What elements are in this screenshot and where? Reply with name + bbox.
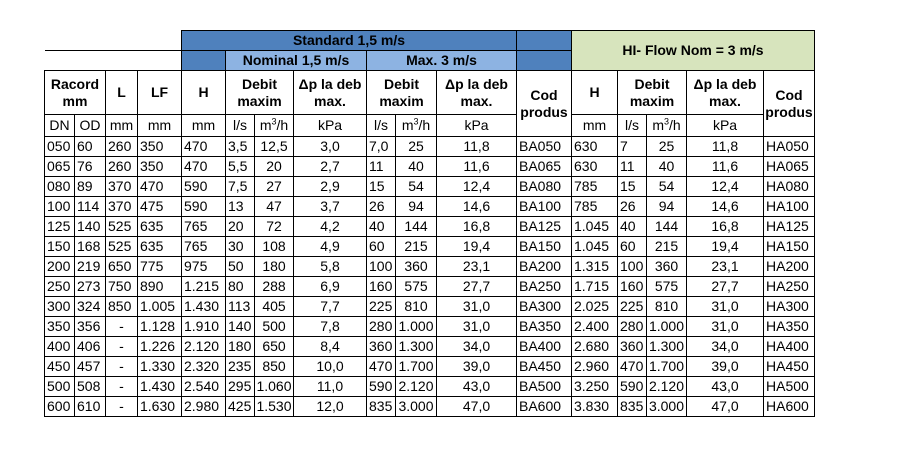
unit-m3h: $m^3/h$ — [255, 115, 294, 137]
cell-lf: 1.128 — [138, 317, 182, 337]
cell-hf-cod: HA600 — [764, 397, 815, 417]
cell-std-ls: 13 — [226, 197, 255, 217]
table-row — [45, 297, 815, 317]
cell-od: 219 — [75, 257, 106, 277]
cell-std-dp: 4,9 — [294, 237, 367, 257]
cell-hf-m3h: 25 — [647, 137, 687, 157]
cell-h: 470 — [182, 137, 226, 157]
cell-std-ls: 113 — [226, 297, 255, 317]
cell-max-dp: 11,6 — [437, 157, 517, 177]
cell-hf-dp: 47,0 — [687, 397, 764, 417]
cell-max-dp: 16,8 — [437, 217, 517, 237]
cell-dn: 080 — [45, 177, 75, 197]
cell-dn: 400 — [45, 337, 75, 357]
debit-maxim-header-max: Debit maxim — [367, 71, 437, 115]
cell-max-m3h: 54 — [396, 177, 437, 197]
cell-hf-cod: HA350 — [764, 317, 815, 337]
cell-lf: 890 — [138, 277, 182, 297]
cell-od: 457 — [75, 357, 106, 377]
cell-hf-h: 3.250 — [572, 377, 618, 397]
unit-m3h-max: $m^3/h$ — [396, 115, 437, 137]
cell-hf-dp: 11,6 — [687, 157, 764, 177]
cell-dn: 065 — [45, 157, 75, 177]
cell-od: 356 — [75, 317, 106, 337]
cell-l: 750 — [106, 277, 138, 297]
cell-od: 324 — [75, 297, 106, 317]
unit-dn: DN — [45, 115, 75, 137]
cell-hf-cod: HA500 — [764, 377, 815, 397]
debit-maxim-header-hiflow: Debit maxim — [618, 71, 687, 115]
cell-std-m3h: 288 — [255, 277, 294, 297]
cell-h: 470 — [182, 157, 226, 177]
cell-max-dp: 47,0 — [437, 397, 517, 417]
cell-max-dp: 39,0 — [437, 357, 517, 377]
cell-hf-ls: 835 — [618, 397, 647, 417]
cell-std-dp: 7,8 — [294, 317, 367, 337]
cell-max-ls: 11 — [367, 157, 396, 177]
cell-std-dp: 3,7 — [294, 197, 367, 217]
cell-hf-m3h: 1.700 — [647, 357, 687, 377]
table-row — [45, 317, 815, 337]
cell-l: 260 — [106, 157, 138, 177]
l-header: L — [106, 71, 138, 115]
cell-max-ls: 100 — [367, 257, 396, 277]
h-header: H — [182, 71, 226, 115]
header-row-units — [45, 115, 815, 137]
cell-std-dp: 11,0 — [294, 377, 367, 397]
cell-hf-m3h: 2.120 — [647, 377, 687, 397]
cell-std-dp: 12,0 — [294, 397, 367, 417]
cell-hf-ls: 160 — [618, 277, 647, 297]
cell-dn: 200 — [45, 257, 75, 277]
cell-max-dp: 14,6 — [437, 197, 517, 217]
cell-hf-cod: HA150 — [764, 237, 815, 257]
cell-lf: 470 — [138, 177, 182, 197]
cell-std-m3h: 12,5 — [255, 137, 294, 157]
cell-std-ls: 140 — [226, 317, 255, 337]
cell-hf-h: 2.025 — [572, 297, 618, 317]
cell-dn: 125 — [45, 217, 75, 237]
cell-max-dp: 23,1 — [437, 257, 517, 277]
cell-max-dp: 11,8 — [437, 137, 517, 157]
standard-header: Standard 1,5 m/s — [182, 31, 517, 51]
cell-max-m3h: 215 — [396, 237, 437, 257]
cell-std-ls: 5,5 — [226, 157, 255, 177]
cell-std-m3h: 108 — [255, 237, 294, 257]
table-row — [45, 277, 815, 297]
unit-lf: mm — [138, 115, 182, 137]
table-body — [45, 137, 815, 417]
cell-std-dp: 3,0 — [294, 137, 367, 157]
table-row — [45, 137, 815, 157]
cell-hf-dp: 27,7 — [687, 277, 764, 297]
cell-std-dp: 6,9 — [294, 277, 367, 297]
cell-max-ls: 15 — [367, 177, 396, 197]
cell-h: 2.320 — [182, 357, 226, 377]
cell-std-ls: 30 — [226, 237, 255, 257]
cell-hf-h: 785 — [572, 197, 618, 217]
cell-max-ls: 160 — [367, 277, 396, 297]
cell-std-ls: 7,5 — [226, 177, 255, 197]
cell-max-m3h: 144 — [396, 217, 437, 237]
dp-header: Δp la deb max. — [294, 71, 367, 115]
cell-std-cod: BA065 — [517, 157, 572, 177]
cell-lf: 350 — [138, 157, 182, 177]
cell-std-ls: 180 — [226, 337, 255, 357]
header-row-3 — [45, 71, 815, 115]
cell-h: 975 — [182, 257, 226, 277]
cell-h: 765 — [182, 217, 226, 237]
cell-std-cod: BA150 — [517, 237, 572, 257]
cell-std-ls: 20 — [226, 217, 255, 237]
cell-std-cod: BA050 — [517, 137, 572, 157]
cell-hf-dp: 16,8 — [687, 217, 764, 237]
cell-std-cod: BA350 — [517, 317, 572, 337]
cell-std-cod: BA200 — [517, 257, 572, 277]
dp-header-hiflow: Δp la deb max. — [687, 71, 764, 115]
cell-max-dp: 19,4 — [437, 237, 517, 257]
cell-std-m3h: 72 — [255, 217, 294, 237]
cell-std-cod: BA080 — [517, 177, 572, 197]
cell-lf: 1.330 — [138, 357, 182, 377]
cell-hf-m3h: 40 — [647, 157, 687, 177]
cell-hf-ls: 590 — [618, 377, 647, 397]
cell-max-ls: 590 — [367, 377, 396, 397]
cell-std-m3h: 27 — [255, 177, 294, 197]
cell-lf: 350 — [138, 137, 182, 157]
cell-od: 610 — [75, 397, 106, 417]
cell-h: 765 — [182, 237, 226, 257]
cell-max-dp: 43,0 — [437, 377, 517, 397]
cell-max-m3h: 1.000 — [396, 317, 437, 337]
cell-max-ls: 60 — [367, 237, 396, 257]
cell-std-m3h: 1.060 — [255, 377, 294, 397]
cell-std-cod: BA600 — [517, 397, 572, 417]
table-row — [45, 217, 815, 237]
header-row-1 — [45, 31, 815, 51]
dp-header-max: Δp la deb max. — [437, 71, 517, 115]
cell-h: 2.980 — [182, 397, 226, 417]
cell-max-dp: 31,0 — [437, 317, 517, 337]
cell-hf-ls: 225 — [618, 297, 647, 317]
cell-hf-ls: 470 — [618, 357, 647, 377]
cell-h: 1.215 — [182, 277, 226, 297]
cell-hf-h: 1.045 — [572, 217, 618, 237]
cell-std-cod: BA500 — [517, 377, 572, 397]
cell-hf-ls: 7 — [618, 137, 647, 157]
cell-od: 273 — [75, 277, 106, 297]
cell-std-m3h: 47 — [255, 197, 294, 217]
cell-lf: 1.630 — [138, 397, 182, 417]
cell-hf-cod: HA065 — [764, 157, 815, 177]
cell-l: 650 — [106, 257, 138, 277]
cell-std-cod: BA250 — [517, 277, 572, 297]
cell-od: 76 — [75, 157, 106, 177]
cell-max-m3h: 25 — [396, 137, 437, 157]
cell-l: 525 — [106, 237, 138, 257]
cell-l: 850 — [106, 297, 138, 317]
cell-std-ls: 80 — [226, 277, 255, 297]
cell-max-ls: 360 — [367, 337, 396, 357]
cell-lf: 635 — [138, 237, 182, 257]
table-row — [45, 157, 815, 177]
cell-std-ls: 295 — [226, 377, 255, 397]
cell-std-dp: 8,4 — [294, 337, 367, 357]
cell-std-dp: 7,7 — [294, 297, 367, 317]
cell-dn: 150 — [45, 237, 75, 257]
cell-std-m3h: 650 — [255, 337, 294, 357]
cell-std-m3h: 500 — [255, 317, 294, 337]
cell-hf-dp: 23,1 — [687, 257, 764, 277]
cell-od: 89 — [75, 177, 106, 197]
cell-lf: 475 — [138, 197, 182, 217]
table-row — [45, 357, 815, 377]
cell-dn: 450 — [45, 357, 75, 377]
cell-max-dp: 27,7 — [437, 277, 517, 297]
cell-max-m3h: 94 — [396, 197, 437, 217]
cell-l: 370 — [106, 197, 138, 217]
cell-hf-ls: 280 — [618, 317, 647, 337]
cell-h: 2.120 — [182, 337, 226, 357]
cell-std-cod: BA450 — [517, 357, 572, 377]
cell-std-dp: 2,9 — [294, 177, 367, 197]
cell-hf-h: 1.045 — [572, 237, 618, 257]
cell-std-cod: BA125 — [517, 217, 572, 237]
cell-hf-dp: 11,8 — [687, 137, 764, 157]
cell-max-m3h: 810 — [396, 297, 437, 317]
cell-hf-h: 2.680 — [572, 337, 618, 357]
cell-max-ls: 7,0 — [367, 137, 396, 157]
cell-hf-dp: 12,4 — [687, 177, 764, 197]
blue-filler-left — [182, 51, 226, 71]
lf-header: LF — [138, 71, 182, 115]
cell-hf-dp: 31,0 — [687, 297, 764, 317]
cell-max-dp: 31,0 — [437, 297, 517, 317]
cell-hf-ls: 40 — [618, 217, 647, 237]
cell-h: 590 — [182, 177, 226, 197]
cell-hf-h: 1.315 — [572, 257, 618, 277]
unit-l: mm — [106, 115, 138, 137]
table-row — [45, 237, 815, 257]
cell-std-ls: 50 — [226, 257, 255, 277]
cell-max-ls: 280 — [367, 317, 396, 337]
table-row — [45, 337, 815, 357]
cell-std-dp: 10,0 — [294, 357, 367, 377]
cell-hf-m3h: 360 — [647, 257, 687, 277]
cell-max-m3h: 1.300 — [396, 337, 437, 357]
cell-od: 114 — [75, 197, 106, 217]
nominal-header: Nominal 1,5 m/s — [226, 51, 367, 71]
cell-hf-ls: 26 — [618, 197, 647, 217]
cell-std-dp: 5,8 — [294, 257, 367, 277]
cell-hf-dp: 31,0 — [687, 317, 764, 337]
cell-od: 508 — [75, 377, 106, 397]
cell-hf-m3h: 3.000 — [647, 397, 687, 417]
cell-std-m3h: 850 — [255, 357, 294, 377]
unit-ls-max: l/s — [367, 115, 396, 137]
racord-header: Racord mm — [45, 71, 106, 115]
cell-lf: 775 — [138, 257, 182, 277]
cell-std-dp: 2,7 — [294, 157, 367, 177]
cell-hf-dp: 14,6 — [687, 197, 764, 217]
cell-std-cod: BA300 — [517, 297, 572, 317]
unit-ls: l/s — [226, 115, 255, 137]
cell-l: - — [106, 317, 138, 337]
cell-max-m3h: 2.120 — [396, 377, 437, 397]
cell-lf: 1.005 — [138, 297, 182, 317]
cell-l: 260 — [106, 137, 138, 157]
unit-m3h-hiflow: $m^3/h$ — [647, 115, 687, 137]
blank-corner — [45, 31, 182, 51]
cell-h: 2.540 — [182, 377, 226, 397]
cell-h: 590 — [182, 197, 226, 217]
cell-l: - — [106, 377, 138, 397]
unit-kpa-hiflow: kPa — [687, 115, 764, 137]
hiflow-header: HI- Flow Nom = 3 m/s — [572, 31, 815, 71]
cell-lf: 1.430 — [138, 377, 182, 397]
cell-max-ls: 26 — [367, 197, 396, 217]
cell-dn: 500 — [45, 377, 75, 397]
cell-hf-h: 1.715 — [572, 277, 618, 297]
cell-hf-m3h: 1.300 — [647, 337, 687, 357]
cell-hf-cod: HA050 — [764, 137, 815, 157]
cell-h: 1.430 — [182, 297, 226, 317]
cell-hf-ls: 15 — [618, 177, 647, 197]
cell-h: 1.910 — [182, 317, 226, 337]
cell-od: 406 — [75, 337, 106, 357]
cell-hf-h: 785 — [572, 177, 618, 197]
cell-hf-ls: 100 — [618, 257, 647, 277]
cell-l: - — [106, 397, 138, 417]
table-row — [45, 197, 815, 217]
cell-lf: 1.226 — [138, 337, 182, 357]
unit-h: mm — [182, 115, 226, 137]
cell-max-ls: 835 — [367, 397, 396, 417]
cell-max-dp: 12,4 — [437, 177, 517, 197]
cell-hf-h: 3.830 — [572, 397, 618, 417]
cell-hf-ls: 360 — [618, 337, 647, 357]
cell-hf-ls: 60 — [618, 237, 647, 257]
unit-kpa-max: kPa — [437, 115, 517, 137]
cell-hf-cod: HA100 — [764, 197, 815, 217]
cell-max-ls: 225 — [367, 297, 396, 317]
cell-std-m3h: 405 — [255, 297, 294, 317]
cell-hf-m3h: 54 — [647, 177, 687, 197]
cell-l: - — [106, 337, 138, 357]
cell-hf-cod: HA400 — [764, 337, 815, 357]
h-header-hiflow: H — [572, 71, 618, 115]
blank-corner-2 — [45, 51, 182, 71]
cell-hf-h: 2.960 — [572, 357, 618, 377]
cell-dn: 050 — [45, 137, 75, 157]
cell-hf-cod: HA200 — [764, 257, 815, 277]
cell-std-m3h: 180 — [255, 257, 294, 277]
cell-hf-m3h: 1.000 — [647, 317, 687, 337]
cell-dn: 350 — [45, 317, 75, 337]
cell-hf-ls: 11 — [618, 157, 647, 177]
spec-table — [44, 30, 815, 417]
cell-lf: 635 — [138, 217, 182, 237]
cell-std-dp: 4,2 — [294, 217, 367, 237]
cell-hf-h: 630 — [572, 157, 618, 177]
cell-l: - — [106, 357, 138, 377]
cell-hf-cod: HA250 — [764, 277, 815, 297]
blue-filler-right — [517, 51, 572, 71]
cell-hf-h: 630 — [572, 137, 618, 157]
cell-max-ls: 40 — [367, 217, 396, 237]
unit-kpa: kPa — [294, 115, 367, 137]
cell-max-ls: 470 — [367, 357, 396, 377]
standard-header-filler — [517, 31, 572, 51]
cell-max-m3h: 360 — [396, 257, 437, 277]
cell-l: 525 — [106, 217, 138, 237]
debit-maxim-header: Debit maxim — [226, 71, 294, 115]
cell-hf-m3h: 144 — [647, 217, 687, 237]
cell-hf-dp: 19,4 — [687, 237, 764, 257]
cell-hf-dp: 39,0 — [687, 357, 764, 377]
cell-max-m3h: 575 — [396, 277, 437, 297]
cell-max-dp: 34,0 — [437, 337, 517, 357]
cell-od: 168 — [75, 237, 106, 257]
cell-max-m3h: 40 — [396, 157, 437, 177]
cell-hf-cod: HA125 — [764, 217, 815, 237]
cell-hf-m3h: 575 — [647, 277, 687, 297]
cell-std-m3h: 20 — [255, 157, 294, 177]
cell-std-ls: 3,5 — [226, 137, 255, 157]
table-row — [45, 257, 815, 277]
cell-max-m3h: 1.700 — [396, 357, 437, 377]
unit-od: OD — [75, 115, 106, 137]
cell-od: 140 — [75, 217, 106, 237]
cell-od: 60 — [75, 137, 106, 157]
cell-std-cod: BA100 — [517, 197, 572, 217]
cell-hf-m3h: 215 — [647, 237, 687, 257]
table-row — [45, 377, 815, 397]
cell-std-m3h: 1.530 — [255, 397, 294, 417]
cell-hf-cod: HA300 — [764, 297, 815, 317]
cell-hf-h: 2.400 — [572, 317, 618, 337]
cell-max-m3h: 3.000 — [396, 397, 437, 417]
cell-hf-m3h: 94 — [647, 197, 687, 217]
cell-hf-dp: 34,0 — [687, 337, 764, 357]
cod-produs-header-standard: Cod produs — [517, 71, 572, 137]
cell-hf-cod: HA080 — [764, 177, 815, 197]
cell-hf-dp: 43,0 — [687, 377, 764, 397]
cell-hf-m3h: 810 — [647, 297, 687, 317]
cod-produs-header-hiflow: Cod produs — [764, 71, 815, 137]
cell-dn: 100 — [45, 197, 75, 217]
cell-dn: 600 — [45, 397, 75, 417]
cell-dn: 250 — [45, 277, 75, 297]
cell-std-ls: 235 — [226, 357, 255, 377]
cell-l: 370 — [106, 177, 138, 197]
cell-std-ls: 425 — [226, 397, 255, 417]
unit-ls-hiflow: l/s — [618, 115, 647, 137]
cell-std-cod: BA400 — [517, 337, 572, 357]
max-header: Max. 3 m/s — [367, 51, 517, 71]
table-row — [45, 177, 815, 197]
table-row — [45, 397, 815, 417]
cell-hf-cod: HA450 — [764, 357, 815, 377]
unit-h-hiflow: mm — [572, 115, 618, 137]
cell-dn: 300 — [45, 297, 75, 317]
